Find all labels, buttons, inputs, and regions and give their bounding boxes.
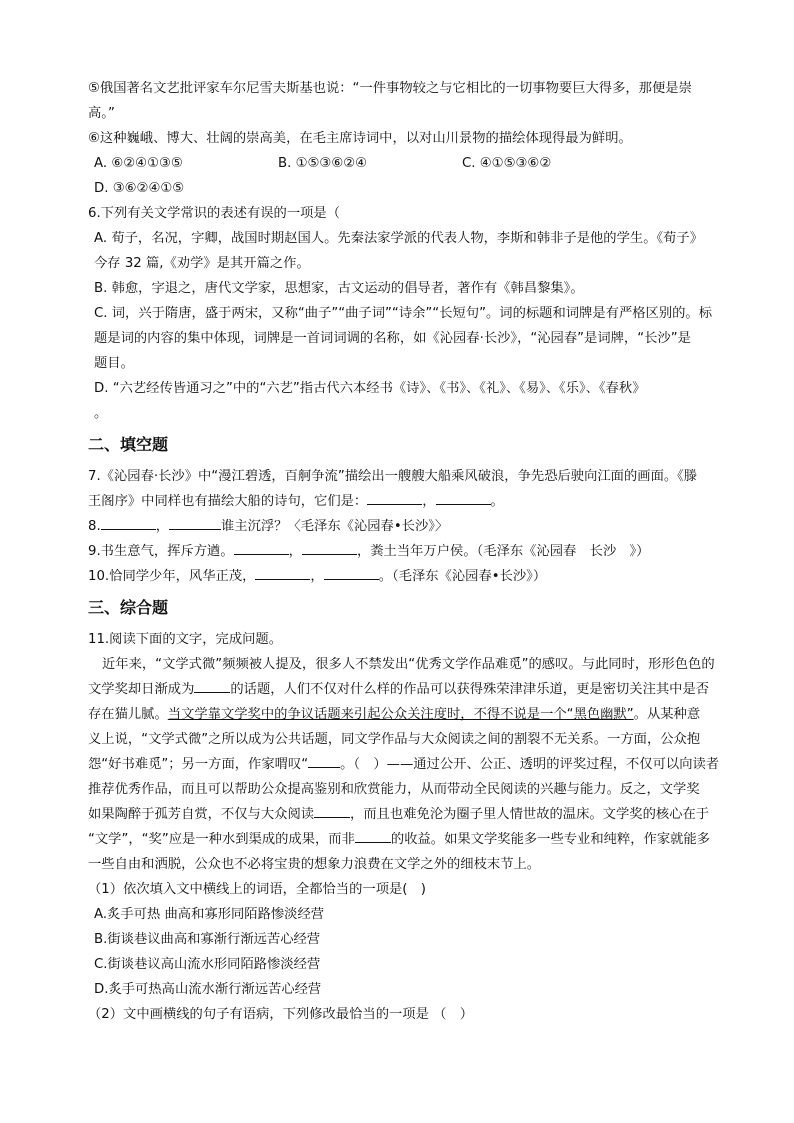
q8-tail: 谁主沉浮？〈毛泽东《沁园春•长沙》〉: [220, 519, 449, 534]
q9: [88, 539, 724, 564]
q11-sub1-option-d: D.炙手可热高山流水渐行渐远苦心经营: [94, 982, 322, 997]
q11-passage-line8: [88, 827, 724, 852]
q11-p5-b: 。（ ）——通过公开、公正、透明的评奖过程，不仅可以向读者: [340, 757, 720, 772]
q5-item6: ⑥这种巍峨、博大、壮阔的崇高美，在毛主席诗词中，以对山川景物的描绘体现得最为鲜明。: [88, 131, 632, 146]
document-content: [88, 76, 724, 1027]
q11-passage-line5: [88, 752, 724, 777]
q11-passage-line6: 推荐优秀作品，而且可以帮助公众提高鉴别和欣赏能力，从而带动全民阅读的兴趣与能力。反之，文学奖: [88, 782, 700, 797]
q11-p2-b: 的话题，人们不仅对什么样的作品可以获得殊荣津津乐道，更是密切关注其中是否: [230, 682, 710, 697]
q6-option-c-line2: 题是词的内容的集中体现，词牌是一首词词调的名称，如《沁园春·长沙》，“沁园春”是词牌，“长沙”是: [94, 331, 691, 346]
q11-p8-a: “文学”，“奖”应是一种水到渠成的成果，而非: [88, 832, 355, 847]
q11-blank-2[interactable]: [308, 753, 340, 768]
q7-line2-text: 王阁序》中同样也有描绘大船的诗句，它们是：: [88, 494, 368, 509]
q6-option-c-line1: C. 词，兴于隋唐，盛于两宋，又称“曲子”“曲子词”“诗余”“长短句”。词的标题和词牌是有严格区别的。标: [94, 306, 713, 321]
q6-option-c-line3: 题目。: [94, 356, 134, 371]
q7-blank-2[interactable]: [436, 490, 491, 505]
q9-separator: ，: [288, 544, 302, 559]
q11-passage-line7: [88, 802, 724, 827]
q5-option-b: B. ①⑤③⑥②④: [278, 156, 368, 171]
q5-option-d: D. ③⑥②④①⑤: [94, 181, 185, 196]
q6-stem: 6.下列有关文学常识的表述有误的一项是（: [88, 206, 341, 221]
q9-blank-2[interactable]: [302, 540, 357, 555]
q10-head: 10.恰同学少年，风华正茂，: [88, 569, 256, 584]
q10-blank-1[interactable]: [255, 565, 310, 580]
q6-option-a-line2: 今存 32 篇,《劝学》是其开篇之作。: [94, 256, 310, 271]
q11-sub1-option-a: A.炙手可热 曲高和寡形同陌路惨淡经营: [94, 907, 325, 922]
q11-p8-b: 的收益。如果文学奖能多一些专业和纯粹，作家就能多: [390, 832, 711, 847]
q8-blank-1[interactable]: [101, 515, 156, 530]
q10: [88, 564, 724, 589]
q11-p2-a: 文学奖却日渐成为: [88, 682, 195, 697]
q11-sub2-stem: （2）文中画横线的句子有语病，下列修改最恰当的一项是 （ ）: [88, 1007, 473, 1022]
q7-line1: 7.《沁园春·长沙》中“漫江碧透，百舸争流”描绘出一艘艘大船乘风破浪，争先恐后驶向江面的画面。《滕: [88, 469, 698, 484]
section-heading-fill-in: 二、填空题: [88, 435, 169, 454]
q11-underlined-sentence: 当文学靠文学奖中的争议话题来引起公众关注度时，不得不说是一个“黑色幽默”: [167, 707, 634, 722]
q11-p3-b: 。从某种意: [633, 707, 701, 722]
q11-passage-line1: 近年来，“文学式微”频频被人提及，很多人不禁发出“优秀文学作品难觅”的感叹。与此同时，形形色色的: [102, 657, 715, 672]
q5-options-row: [88, 151, 724, 176]
q8: [88, 514, 724, 539]
q11-p7-a: 如果陶醉于孤芳自赏，不仅与大众阅读: [88, 807, 315, 822]
q7-line2: [88, 489, 724, 514]
q5-item5-line1: ⑤俄国著名文艺批评家车尔尼雪夫斯基也说：“一件事物较之与它相比的一切事物要巨大得多，那便是崇: [88, 81, 692, 96]
q11-sub1-stem: （1）依次填入文中横线上的词语，全都恰当的一项是( ): [88, 882, 426, 897]
q11-passage-line2: [88, 677, 724, 702]
q9-tail: ，粪土当年万户侯。（毛泽东《沁园春 长沙 》）: [356, 544, 650, 559]
q10-blank-2[interactable]: [324, 565, 379, 580]
q7-blank-1[interactable]: [367, 490, 422, 505]
q5-option-c: C. ④①⑤③⑥②: [462, 156, 552, 171]
q11-blank-1[interactable]: [194, 678, 230, 693]
q8-blank-2[interactable]: [169, 515, 221, 530]
q10-tail: 。（毛泽东《沁园春•长沙》）: [378, 569, 547, 584]
q11-stem: 11.阅读下面的文字，完成问题。: [88, 632, 283, 647]
q11-sub1-option-b: B.街谈巷议曲高和寡渐行渐远苦心经营: [94, 932, 321, 947]
q6-option-b: B. 韩愈，字退之，唐代文学家，思想家，古文运动的倡导者，著作有《韩昌黎集》。: [94, 281, 584, 296]
q9-head: 9.书生意气，挥斥方遒。: [88, 544, 234, 559]
q11-blank-3[interactable]: [314, 803, 350, 818]
q6-option-a-line1: A. 荀子，名况，字卿，战国时期赵国人。先秦法家学派的代表人物，李斯和韩非子是他的学生。《荀子》: [94, 231, 704, 246]
section-heading-comprehensive: 三、综合题: [88, 598, 169, 617]
q7-separator: ，: [422, 494, 436, 509]
q11-sub1-option-c: C.街谈巷议高山流水形同陌路惨淡经营: [94, 957, 321, 972]
q11-passage-line3: [88, 702, 724, 727]
q8-separator: ，: [155, 519, 169, 534]
q11-p3-a: 存在猫儿腻。: [88, 707, 168, 722]
q6-option-d-line1: D. “六艺经传皆通习之”中的“六艺”指古代六本经书《诗》、《书》、《礼》、《易》、《乐》、《春秋》: [94, 381, 646, 396]
q11-blank-4[interactable]: [355, 828, 391, 843]
q11-passage-line9: 一些自由和洒脱，公众也不必将宝贵的想象力浪费在文学之外的细枝末节上。: [88, 857, 541, 872]
q9-blank-1[interactable]: [234, 540, 289, 555]
q10-separator: ，: [310, 569, 324, 584]
q11-p5-a: 怨“好书难觅”；另一方面，作家喟叹“: [88, 757, 309, 772]
q6-option-d-line2: 。: [94, 406, 108, 421]
q11-passage-line4: 义上说，“文学式微”之所以成为公共话题，同文学作品与大众阅读之间的割裂不无关系。一方面，公众抱: [88, 732, 701, 747]
q8-number: 8.: [88, 519, 101, 534]
q5-item5-line2: 高。”: [88, 106, 115, 121]
q7-end: 。: [490, 494, 504, 509]
q5-option-a: A. ⑥②④①③⑤: [94, 156, 183, 171]
q11-p7-b: ，而且也难免沦为圈子里人情世故的温床。文学奖的核心在于: [350, 807, 710, 822]
